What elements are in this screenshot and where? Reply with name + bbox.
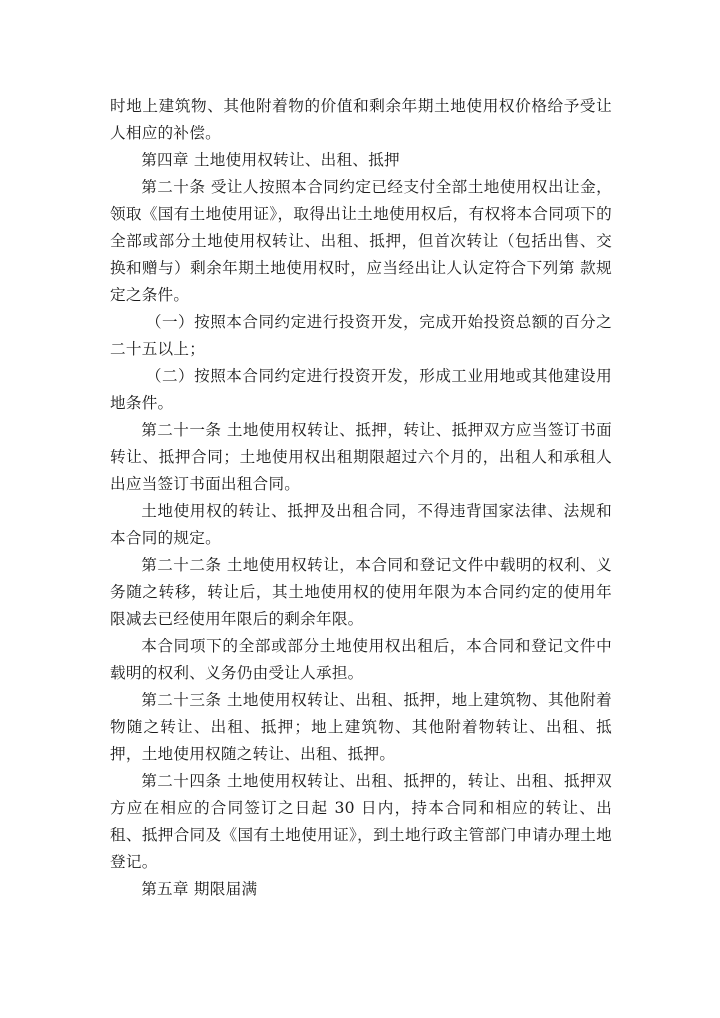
paragraph-continuation: 时地上建筑物、其他附着物的价值和剩余年期土地使用权价格给予受让人相应的补偿。 [110, 97, 612, 142]
article-22-paragraph: 第二十二条 土地使用权转让，本合同和登记文件中载明的权利、义务随之转移，转让后，其土地使用权的使用年限为本合同约定的使用年限减去已经使用年限后的剩余年限。 [110, 556, 612, 628]
article-20-item-1: （一）按照本合同约定进行投资开发，完成开始投资总额的百分之二十五以上； [110, 313, 612, 358]
article-22-paragraph-2: 本合同项下的全部或部分土地使用权出租后，本合同和登记文件中载明的权利、义务仍由受让人承担。 [110, 637, 612, 682]
article-20-item-2: （二）按照本合同约定进行投资开发，形成工业用地或其他建设用地条件。 [110, 367, 612, 412]
chapter-5-heading: 第五章 期限届满 [141, 880, 258, 898]
chapter-4-heading: 第四章 土地使用权转让、出租、抵押 [141, 151, 400, 169]
article-24-paragraph: 第二十四条 土地使用权转让、出租、抵押的，转让、出租、抵押双方应在相应的合同签订之日起 30 日内，持本合同和相应的转让、出租、抵押合同及《国有土地使用证》，到土地行政主管部门申请办理土地登记。 [110, 772, 612, 871]
article-23-paragraph: 第二十三条 土地使用权转让、出租、抵押，地上建筑物、其他附着物随之转让、出租、抵押；地上建筑物、其他附着物转让、出租、抵押，土地使用权随之转让、出租、抵押。 [110, 691, 612, 763]
document-page [110, 93, 612, 903]
article-20-paragraph: 第二十条 受让人按照本合同约定已经支付全部土地使用权出让金，领取《国有土地使用证》，取得出让土地使用权后，有权将本合同项下的全部或部分土地使用权转让、出租、抵押，但首次转让（包括出售、交换和赠与）剩余年期土地使用权时，应当经出让人认定符合下列第 款规定之条件。 [110, 178, 612, 304]
article-21-paragraph-2: 土地使用权的转让、抵押及出租合同，不得违背国家法律、法规和本合同的规定。 [110, 502, 612, 547]
article-21-paragraph: 第二十一条 土地使用权转让、抵押，转让、抵押双方应当签订书面转让、抵押合同；土地使用权出租期限超过六个月的，出租人和承租人出应当签订书面出租合同。 [110, 421, 612, 493]
